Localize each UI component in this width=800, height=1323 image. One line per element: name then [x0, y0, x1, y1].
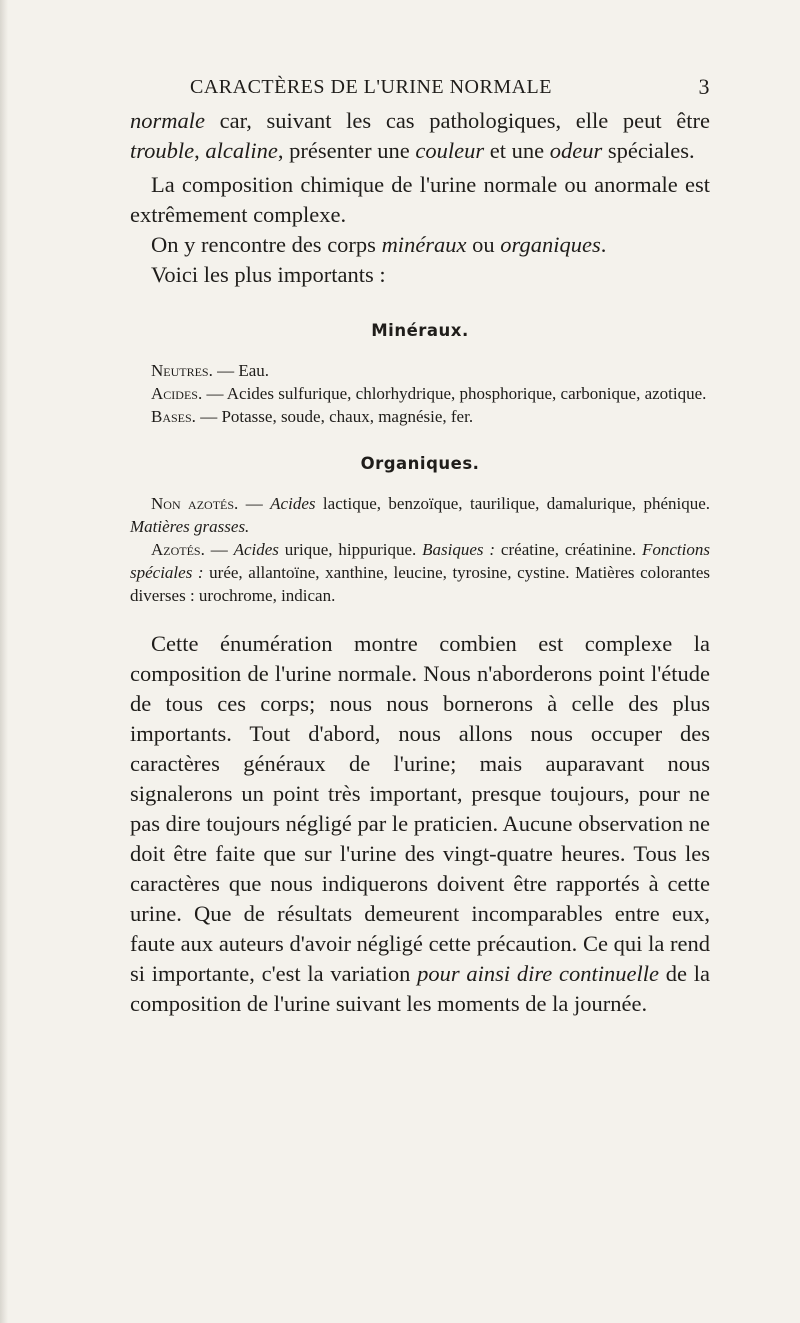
intro-paragraph	[130, 106, 710, 166]
text-run: ,	[194, 138, 206, 163]
entry-text: — Eau.	[212, 361, 270, 380]
italic-word: Matières grasses.	[130, 517, 250, 536]
text-run: On y rencontre des corps	[151, 232, 382, 257]
text-run: car, suivant les cas pathologiques, elle peut être	[205, 108, 710, 133]
neutres-entry	[130, 359, 710, 382]
italic-word: pour ainsi dire continuelle	[417, 961, 660, 986]
text-run: , présenter une	[277, 138, 416, 163]
italic-word: minéraux	[381, 232, 467, 257]
entry-label: Bases.	[151, 407, 196, 426]
italic-word: couleur	[415, 138, 485, 163]
italic-word: Fonctions spéciales :	[130, 540, 710, 582]
text-run: de la composition de l'urine suivant les moments de la journée.	[130, 961, 710, 1016]
azotes-entry	[130, 538, 710, 607]
bases-entry	[130, 405, 710, 428]
text-run: ou	[466, 232, 501, 257]
text-run: Cette énumération montre combien est complexe la composition de l'urine normale. Nous n'aborderons point l'étude de tous ces corps; nous nous bornerons à celle des plus importants. Tout d'abord, nous allons nous occuper des caractères généraux de l'urine; mais auparavant nous signalerons un point très important, presque toujours, pour ne pas dire toujours négligé par le praticien. Aucune observation ne doit être faite que sur l'urine des vingt-quatre heures. Tous les caractères que nous indiquerons doivent être rapportés à cette urine. Que de résultats demeurent incomparables entre eux, faute aux auteurs d'avoir négligé cette précaution. Ce qui la rend si importante, c'est la variation	[130, 631, 710, 986]
organiques-heading: Organiques.	[360, 454, 480, 473]
italic-word: trouble	[130, 138, 195, 163]
entry-label: Azotés.	[151, 540, 205, 559]
entry-text: —	[204, 540, 234, 559]
acides-entry	[130, 382, 710, 405]
running-head	[130, 72, 710, 106]
italic-word: Basiques :	[422, 540, 496, 559]
entry-text: — Acides sulfurique, chlorhydrique, phosphorique, carbonique, azotique.	[202, 384, 707, 403]
composition-paragraph: La composition chimique de l'urine normale ou anormale est extrêmement complexe.	[130, 172, 710, 227]
text-run: spéciales.	[602, 138, 695, 163]
italic-word: normale	[130, 108, 205, 133]
entry-text: — Potasse, soude, chaux, magnésie, fer.	[195, 407, 474, 426]
page-number: 3	[698, 74, 710, 99]
enumeration-paragraph	[130, 629, 710, 1019]
entry-label: Neutres.	[151, 361, 213, 380]
book-page	[130, 72, 710, 1019]
running-title: CARACTÈRES DE L'URINE NORMALE	[190, 76, 552, 98]
text-run: et une	[484, 138, 550, 163]
italic-word: Acides	[270, 494, 316, 513]
mineraux-heading: Minéraux.	[371, 321, 469, 340]
corps-paragraph	[130, 230, 710, 260]
italic-word: odeur	[549, 138, 603, 163]
italic-word: Acides	[233, 540, 279, 559]
entry-label: Acides.	[151, 384, 203, 403]
page-binding-edge	[0, 0, 8, 1323]
entry-text: lactique, benzoïque, taurilique, damalurique, phénique.	[315, 494, 711, 513]
entry-label: Non azotés.	[151, 494, 239, 513]
non-azotes-entry	[130, 492, 710, 538]
entry-text: urique, hippurique.	[278, 540, 423, 559]
text-run: .	[600, 232, 607, 257]
italic-word: alcaline	[205, 138, 278, 163]
italic-word: organiques	[500, 232, 601, 257]
entry-text: créatine, créatinine.	[495, 540, 642, 559]
entry-text: —	[238, 494, 271, 513]
voici-paragraph: Voici les plus importants :	[151, 262, 386, 287]
entry-text: urée, allantoïne, xanthine, leucine, tyrosine, cystine. Matières colorantes diverses : urochrome, indican.	[130, 563, 710, 605]
